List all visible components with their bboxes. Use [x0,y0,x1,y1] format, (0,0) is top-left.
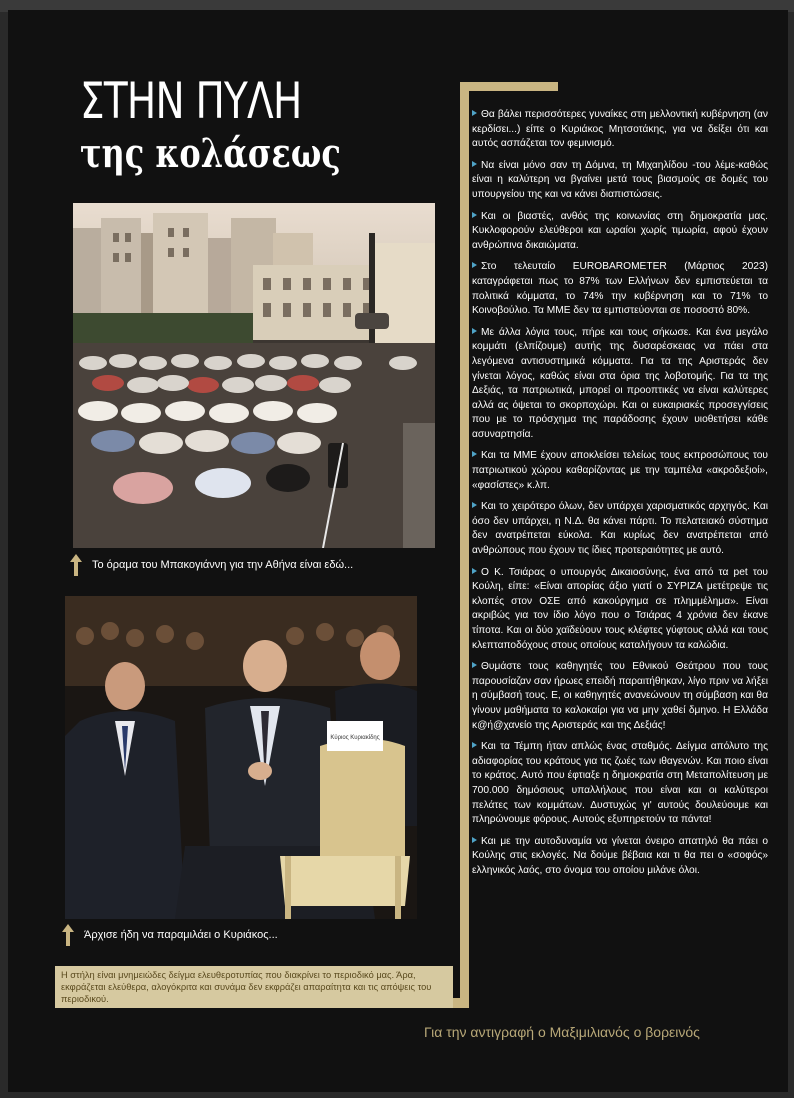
photo1-caption-text: Το όραμα του Μπακογιάννη για την Αθήνα είναι εδώ... [92,559,354,571]
author-signature: Για την αντιγραφή ο Μαξιμιλιανός ο βορεινός [424,1024,700,1040]
bullet-arrow-icon [472,742,477,748]
paragraph: Θα βάλει περισσότερες γυναίκες στη μελλοντική κυβέρνηση (αν κερδίσει...) είπε ο Κυριάκος Μητσοτάκης, για να δείξει ότι και αυτός ασπάζεται τον φεμινισμό. [472,109,768,150]
photo1-caption [68,553,353,577]
paragraph: Και τα ΜΜΕ έχουν αποκλείσει τελείως τους εκπροσώπους του πατριωτικού χώρου καθαρίζοντας με την ταμπέλα «ακροδεξιοί», «φασίστες» κ.λπ. [472,450,768,491]
bullet-arrow-icon [472,110,477,116]
bullet-arrow-icon [472,451,477,457]
paragraph: Με άλλα λόγια τους, πήρε και τους σήκωσε. Και ένα μεγάλο κομμάτι (ελπίζουμε) αυτής της δυσαρέσκειας να πάει στα λεγόμενα αντισυστημικά κόμματα. Για τα της Αριστεράς δεν γίνεται λόγος, καθώς είναι στα όρια της λοβοτομής. Για τα της Δεξιάς, τα πατριωτικά, μπορεί οι προοπτικές να είναι καλύτερες αλλά ας όψεται το σκορποχώρι. Και οι ευκαιριακές προσεγγίσεις που με το πρόσχημα της παράδοσης έχουν υιοθετήσει κάθε ασυναρτησία. [472,326,768,440]
disclaimer-note: Η στήλη είναι μνημειώδες δείγμα ελευθεροτυπίας που διακρίνει το περιοδικό μας. Άρα, εκφράζεται ελεύθερα, αλογόκριτα και συνάμα δεν εκφράζει απαραίτητα και τις απόψεις του περιοδικού. [55,966,453,1008]
paragraph: Να είναι μόνο σαν τη Δόμνα, τη Μιχαηλίδου -του λέμε-καθώς είναι η καλύτερη να βγαίνει μετά τους βιασμούς σε δομές του υπουργείου της και να κάνει διαπιστώσεις. [472,159,768,200]
chair-placard-text: Κύριος Κυριακίδης [330,735,380,741]
article-text-column [472,108,768,886]
paragraph: Στο τελευταίο EUROBAROMETER (Μάρτιος 2023) καταγράφεται πως το 87% των Ελλήνων δεν εμπιστεύεται τα πολιτικά κόμματα, το 74% την κυβέρνηση και το 71% το Κοινοβούλιο. Τα ΜΜΕ δεν τα εμπιστεύονται σε ποσοστό 80%. [472,261,768,317]
arrow-up-icon [68,553,84,577]
article-title-line1: ΣΤΗΝ ΠΥΛΗ [80,72,302,130]
photo2-caption [60,923,278,947]
arrow-up-icon [60,923,76,947]
frame-border-top [468,82,558,91]
bullet-arrow-icon [472,328,477,334]
paragraph: Θυμάστε τους καθηγητές του Εθνικού Θεάτρου που τους παρουσίαζαν σαν ήρωες επειδή παραιτήθηκαν, λίγο πριν να λήξει η σύμβασή τους. Ε, οι καθηγητές ανανεώνουν τη σύμβαση και θα γίνουν μαθήματα το καλοκαίρι για να μην χαθεί δμηνο. Η Ελλάδα κ@ή@χανείο της Αριστεράς και της Δεξιάς! [472,661,768,731]
photo-street-prayer [73,203,435,548]
photo2-caption-text: Άρχισε ήδη να παραμιλάει ο Κυριάκος... [84,929,278,941]
paragraph: Και τα Τέμπη ήταν απλώς ένας σταθμός. Δείγμα απόλυτο της αδιαφορίας του κράτους για τις ζωές των ιθαγενών. Και ποιο είναι το κράτος. Αυτό που έφτιαξε η δημοκρατία στη Μεταπολίτευση με 700.000 δημόσιους υπαλλήλους που είναι και οι καλύτεροι πελάτες των κομμάτων. Δυστυχώς γι' αυτούς δουλεύουμε και πληρώνουμε φόρους. Αυτούς εξυπηρετούν τα πάντα! [472,741,768,826]
frame-border-bottom [453,998,469,1008]
bullet-arrow-icon [472,662,477,668]
paragraph: Ο Κ. Τσιάρας ο υπουργός Δικαιοσύνης, ένα από τα pet του Κούλη, είπε: «Είναι απορίας άξιο γιατί ο ΣΥΡΙΖΑ μετέτρεψε τις κλοπές στον ΟΣΕ από κακούργημα σε πλημμέλημα». Είναι ακριβώς για τον ίδιο λόγο που ο Τσιάρας 4 χρόνια δεν έκανε τίποτα. Και οι δύο χαϊδεύουν τους κλέφτες γύφτους αλλά και τους κλεπταποδόχους στους οποίους καταλήγουν τα καλώδια. [472,566,768,651]
bullet-arrow-icon [472,837,477,843]
paragraph: Και το χειρότερο όλων, δεν υπάρχει χαρισματικός αρχηγός. Και όσο δεν υπάρχει, η Ν.Δ. θα κάνει πάρτι. Το πελατειακό σύστημα δεν ανατρέπεται εύκολα. Και κυρίως δεν ανατρέπεται από ανθρώπους που έχουν τις ίδιες προτεραιότητες με αυτό. [472,501,768,557]
bullet-arrow-icon [472,502,477,508]
photo-audience [65,596,417,919]
bullet-arrow-icon [472,161,477,167]
bullet-arrow-icon [472,568,477,574]
paragraph: Και οι βιαστές, ανθός της κοινωνίας στη δημοκρατία μας. Κυκλοφορούν ελεύθεροι και ωραίοι χωρίς τιμωρία, αφού έχουν ανθρώπινα δικαιώματα. [472,210,768,251]
bullet-arrow-icon [472,262,477,268]
article-title-line2: της κολάσεως [80,130,341,177]
frame-border-left [460,82,469,1008]
paragraph: Και με την αυτοδυναμία να γίνεται όνειρο απατηλό θα πάει ο Κούλης στις εκλογές. Να δούμε βέβαια και τι θα πει ο «σοφός» ελληνικός λαός, στο όνομα του οποίου μιλάνε όλοι. [472,835,768,876]
bullet-arrow-icon [472,212,477,218]
